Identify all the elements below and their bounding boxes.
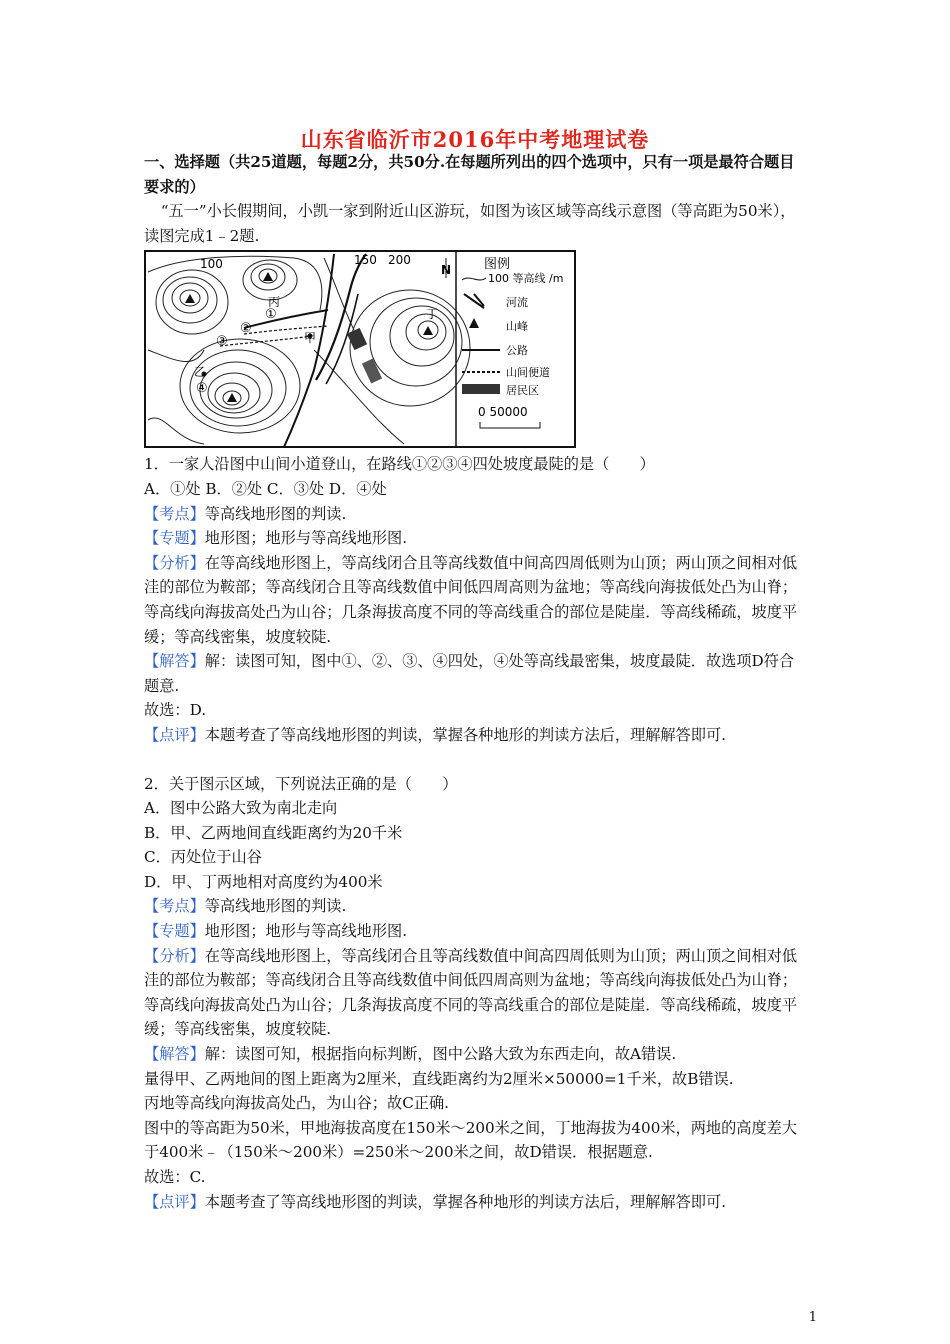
north-arrow-label: N: [441, 263, 452, 278]
q2-kaodian-tag: 【考点】: [144, 897, 205, 916]
q1-kaodian: 【考点】等高线地形图的判读.: [144, 504, 347, 523]
q1-jieda-tag: 【解答】: [144, 652, 205, 671]
q2-jieda-line3: 丙地等高线向海拔高处凸，为山谷；故C正确.: [144, 1094, 450, 1113]
contour-map-figure: [144, 250, 576, 450]
q1-options: A．①处 B．②处 C．③处 D．④处: [144, 479, 387, 498]
q2-jieda-line2: 量得甲、乙两地间的图上距离为2厘米，直线距离约为2厘米×50000=1千米，故B错误.: [144, 1069, 734, 1088]
q2-option-c: C．丙处位于山谷: [144, 848, 262, 867]
section-heading: 一、选择题（共25道题，每题2分，共50分.在每题所列出的四个选项中，只有一项是最符合题目要求的）: [144, 153, 795, 196]
q2-option-b: B．甲、乙两地间直线距离约为20千米: [144, 823, 403, 842]
q1-dianping: 【点评】本题考查了等高线地形图的判读，掌握各种地形的判读方法后，理解解答即可.: [144, 725, 726, 744]
residential-icon: [462, 384, 500, 394]
label-point-4: ④: [196, 381, 208, 397]
q2-zhuanti: 【专题】地形图；地形与等高线地形图.: [144, 922, 408, 941]
legend-title: 图例: [484, 257, 511, 273]
q2-jieda: 【解答】解：读图可知，根据指向标判断，图中公路大致为东西走向，故A错误.: [144, 1045, 677, 1064]
legend-road: 公路: [506, 344, 528, 358]
q2-jieda-tag: 【解答】: [144, 1045, 205, 1064]
legend-contour: 100 等高线 /m: [488, 272, 564, 286]
q2-option-d: D．甲、丁两地相对高度约为400米: [144, 872, 383, 891]
q1-jieda: 【解答】解：读图可知，图中①、②、③、④四处，④处等高线最密集，坡度最陡．故选项D符合题意.: [144, 652, 795, 695]
legend-peak: 山峰: [506, 320, 528, 334]
label-point-3: ③: [216, 334, 228, 350]
q2-dianping-tag: 【点评】: [144, 1192, 205, 1211]
page-title: 山东省临沂市2016年中考地理试卷: [300, 127, 650, 152]
q2-answer: 故选：C.: [144, 1168, 206, 1186]
label-jia: 甲: [304, 331, 317, 346]
q1-fenxi: 【分析】在等高线地形图上，等高线闭合且等高线数值中间高四周低则为山顶；两山顶之间相对低洼的部位为鞍部；等高线闭合且等高线数值中间低四周高则为盆地；等高线向海拔低处凸为山脊；等高线向海拔高处凸为山谷；几条海拔高度不同的等高线重合的部位是陡崖．等高线稀疏，坡度平缓；等高线密集，坡度较陡.: [144, 553, 798, 646]
legend-river: 河流: [506, 296, 528, 310]
q1-dianping-tag: 【点评】: [144, 725, 205, 744]
label-ding: 丁: [426, 307, 439, 322]
contour-label-100: 100: [200, 257, 223, 272]
q2-jieda-line4: 图中的等高距为50米，甲地海拔高度在150米～200米之间，丁地海拔为400米，两地的高度差大于400米﹣（150米～200米）=250米～200米之间，故D错误．根据题意.: [144, 1118, 798, 1162]
question-gap: [144, 748, 808, 772]
legend-path: 山间便道: [506, 366, 550, 380]
q2-zhuanti-tag: 【专题】: [144, 922, 205, 941]
q2-stem: 2．关于图示区域，下列说法正确的是（ ）: [144, 774, 458, 793]
q2-fenxi: 【分析】在等高线地形图上，等高线闭合且等高线数值中间高四周低则为山顶；两山顶之间相对低洼的部位为鞍部；等高线闭合且等高线数值中间低四周高则为盆地；等高线向海拔低处凸为山脊；等高线向海拔高处凸为山谷；几条海拔高度不同的等高线重合的部位是陡崖．等高线稀疏，坡度平缓；等高线密集，坡度较陡.: [144, 946, 798, 1039]
label-point-2: ②: [240, 321, 252, 337]
label-bing: 丙: [268, 295, 281, 310]
label-yi: 乙: [194, 365, 207, 380]
contour-map: [144, 250, 576, 450]
document-body: [144, 150, 808, 1214]
contour-label-150: 150: [354, 253, 377, 268]
q1-fenxi-tag: 【分析】: [144, 553, 205, 572]
legend-scale: 0 50000: [478, 405, 528, 420]
q2-dianping: 【点评】本题考查了等高线地形图的判读，掌握各种地形的判读方法后，理解解答即可.: [144, 1192, 726, 1211]
intro-text: “五一”小长假期间，小凯一家到附近山区游玩，如图为该区域等高线示意图（等高距为50米），读图完成1﹣2题.: [144, 202, 796, 245]
q2-fenxi-tag: 【分析】: [144, 946, 205, 965]
q1-answer: 故选：D.: [144, 701, 207, 720]
q2-kaodian: 【考点】等高线地形图的判读.: [144, 897, 347, 916]
page-number: 1: [808, 1310, 817, 1325]
q2-option-a: A．图中公路大致为南北走向: [144, 799, 338, 818]
q1-zhuanti-tag: 【专题】: [144, 529, 205, 548]
q1-zhuanti: 【专题】地形图；地形与等高线地形图.: [144, 529, 408, 548]
contour-label-200: 200: [388, 253, 411, 268]
label-point-1: ①: [265, 307, 277, 323]
q1-stem: 1．一家人沿图中山间小道登山，在路线①②③④四处坡度最陡的是（ ）: [144, 455, 655, 474]
legend-residential: 居民区: [506, 384, 539, 398]
q1-kaodian-tag: 【考点】: [144, 504, 205, 523]
